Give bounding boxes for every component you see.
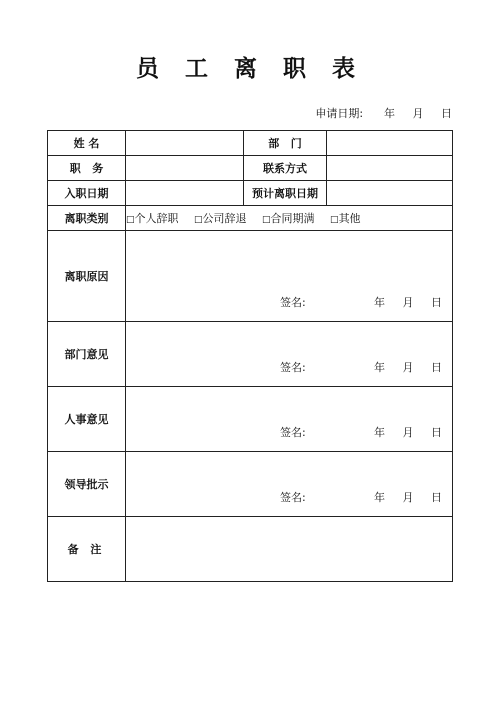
option-company-dismissal[interactable]	[194, 212, 247, 225]
signature-date: 年 月 日	[374, 426, 442, 439]
leave-reason-field[interactable]	[126, 231, 453, 322]
planned-leave-date-label: 预计离职日期	[244, 181, 327, 206]
remarks-label: 备 注	[48, 517, 126, 582]
option-label: 其他	[338, 212, 361, 225]
department-field[interactable]	[327, 131, 453, 156]
signature-label: 签名:	[280, 361, 306, 374]
leave-type-label: 离职类别	[48, 206, 126, 231]
signature-label: 签名:	[280, 296, 306, 309]
resignation-form-table	[47, 130, 453, 582]
checkbox-icon: □	[126, 215, 135, 225]
dept-opinion-label: 部门意见	[48, 322, 126, 387]
name-field[interactable]	[126, 131, 244, 156]
option-other[interactable]	[330, 212, 361, 225]
hr-opinion-label: 人事意见	[48, 387, 126, 452]
leave-type-options	[126, 206, 453, 231]
signature-label: 签名:	[280, 426, 306, 439]
leader-approval-field[interactable]	[126, 452, 453, 517]
leave-reason-label: 离职原因	[48, 231, 126, 322]
application-date: 申请日期: 年 月 日	[315, 107, 452, 120]
row-dept-opinion	[48, 322, 453, 387]
row-dates	[48, 181, 453, 206]
signature-date: 年 月 日	[374, 296, 442, 309]
row-position-contact	[48, 156, 453, 181]
remarks-field[interactable]	[126, 517, 453, 582]
row-name-dept	[48, 131, 453, 156]
leader-approval-label: 领导批示	[48, 452, 126, 517]
signature-date: 年 月 日	[374, 491, 442, 504]
form-title: 员 工 离 职 表	[135, 56, 365, 82]
option-label: 公司辞退	[202, 212, 247, 225]
row-leave-reason	[48, 231, 453, 322]
option-label: 个人辞职	[134, 212, 179, 225]
position-label: 职 务	[48, 156, 126, 181]
signature-date: 年 月 日	[374, 361, 442, 374]
planned-leave-date-field[interactable]	[327, 181, 453, 206]
option-contract-expired[interactable]	[262, 212, 315, 225]
option-label: 合同期满	[270, 212, 315, 225]
position-field[interactable]	[126, 156, 244, 181]
dept-opinion-field[interactable]	[126, 322, 453, 387]
checkbox-icon: □	[194, 215, 203, 225]
row-hr-opinion	[48, 387, 453, 452]
row-leave-type	[48, 206, 453, 231]
option-personal-resign[interactable]	[126, 212, 179, 225]
row-leader-approval	[48, 452, 453, 517]
hr-opinion-field[interactable]	[126, 387, 453, 452]
row-remarks	[48, 517, 453, 582]
contact-field[interactable]	[327, 156, 453, 181]
checkbox-icon: □	[262, 215, 271, 225]
name-label: 姓 名	[48, 131, 126, 156]
checkbox-icon: □	[330, 215, 339, 225]
signature-label: 签名:	[280, 491, 306, 504]
department-label: 部 门	[244, 131, 327, 156]
entry-date-field[interactable]	[126, 181, 244, 206]
contact-label: 联系方式	[244, 156, 327, 181]
entry-date-label: 入职日期	[48, 181, 126, 206]
